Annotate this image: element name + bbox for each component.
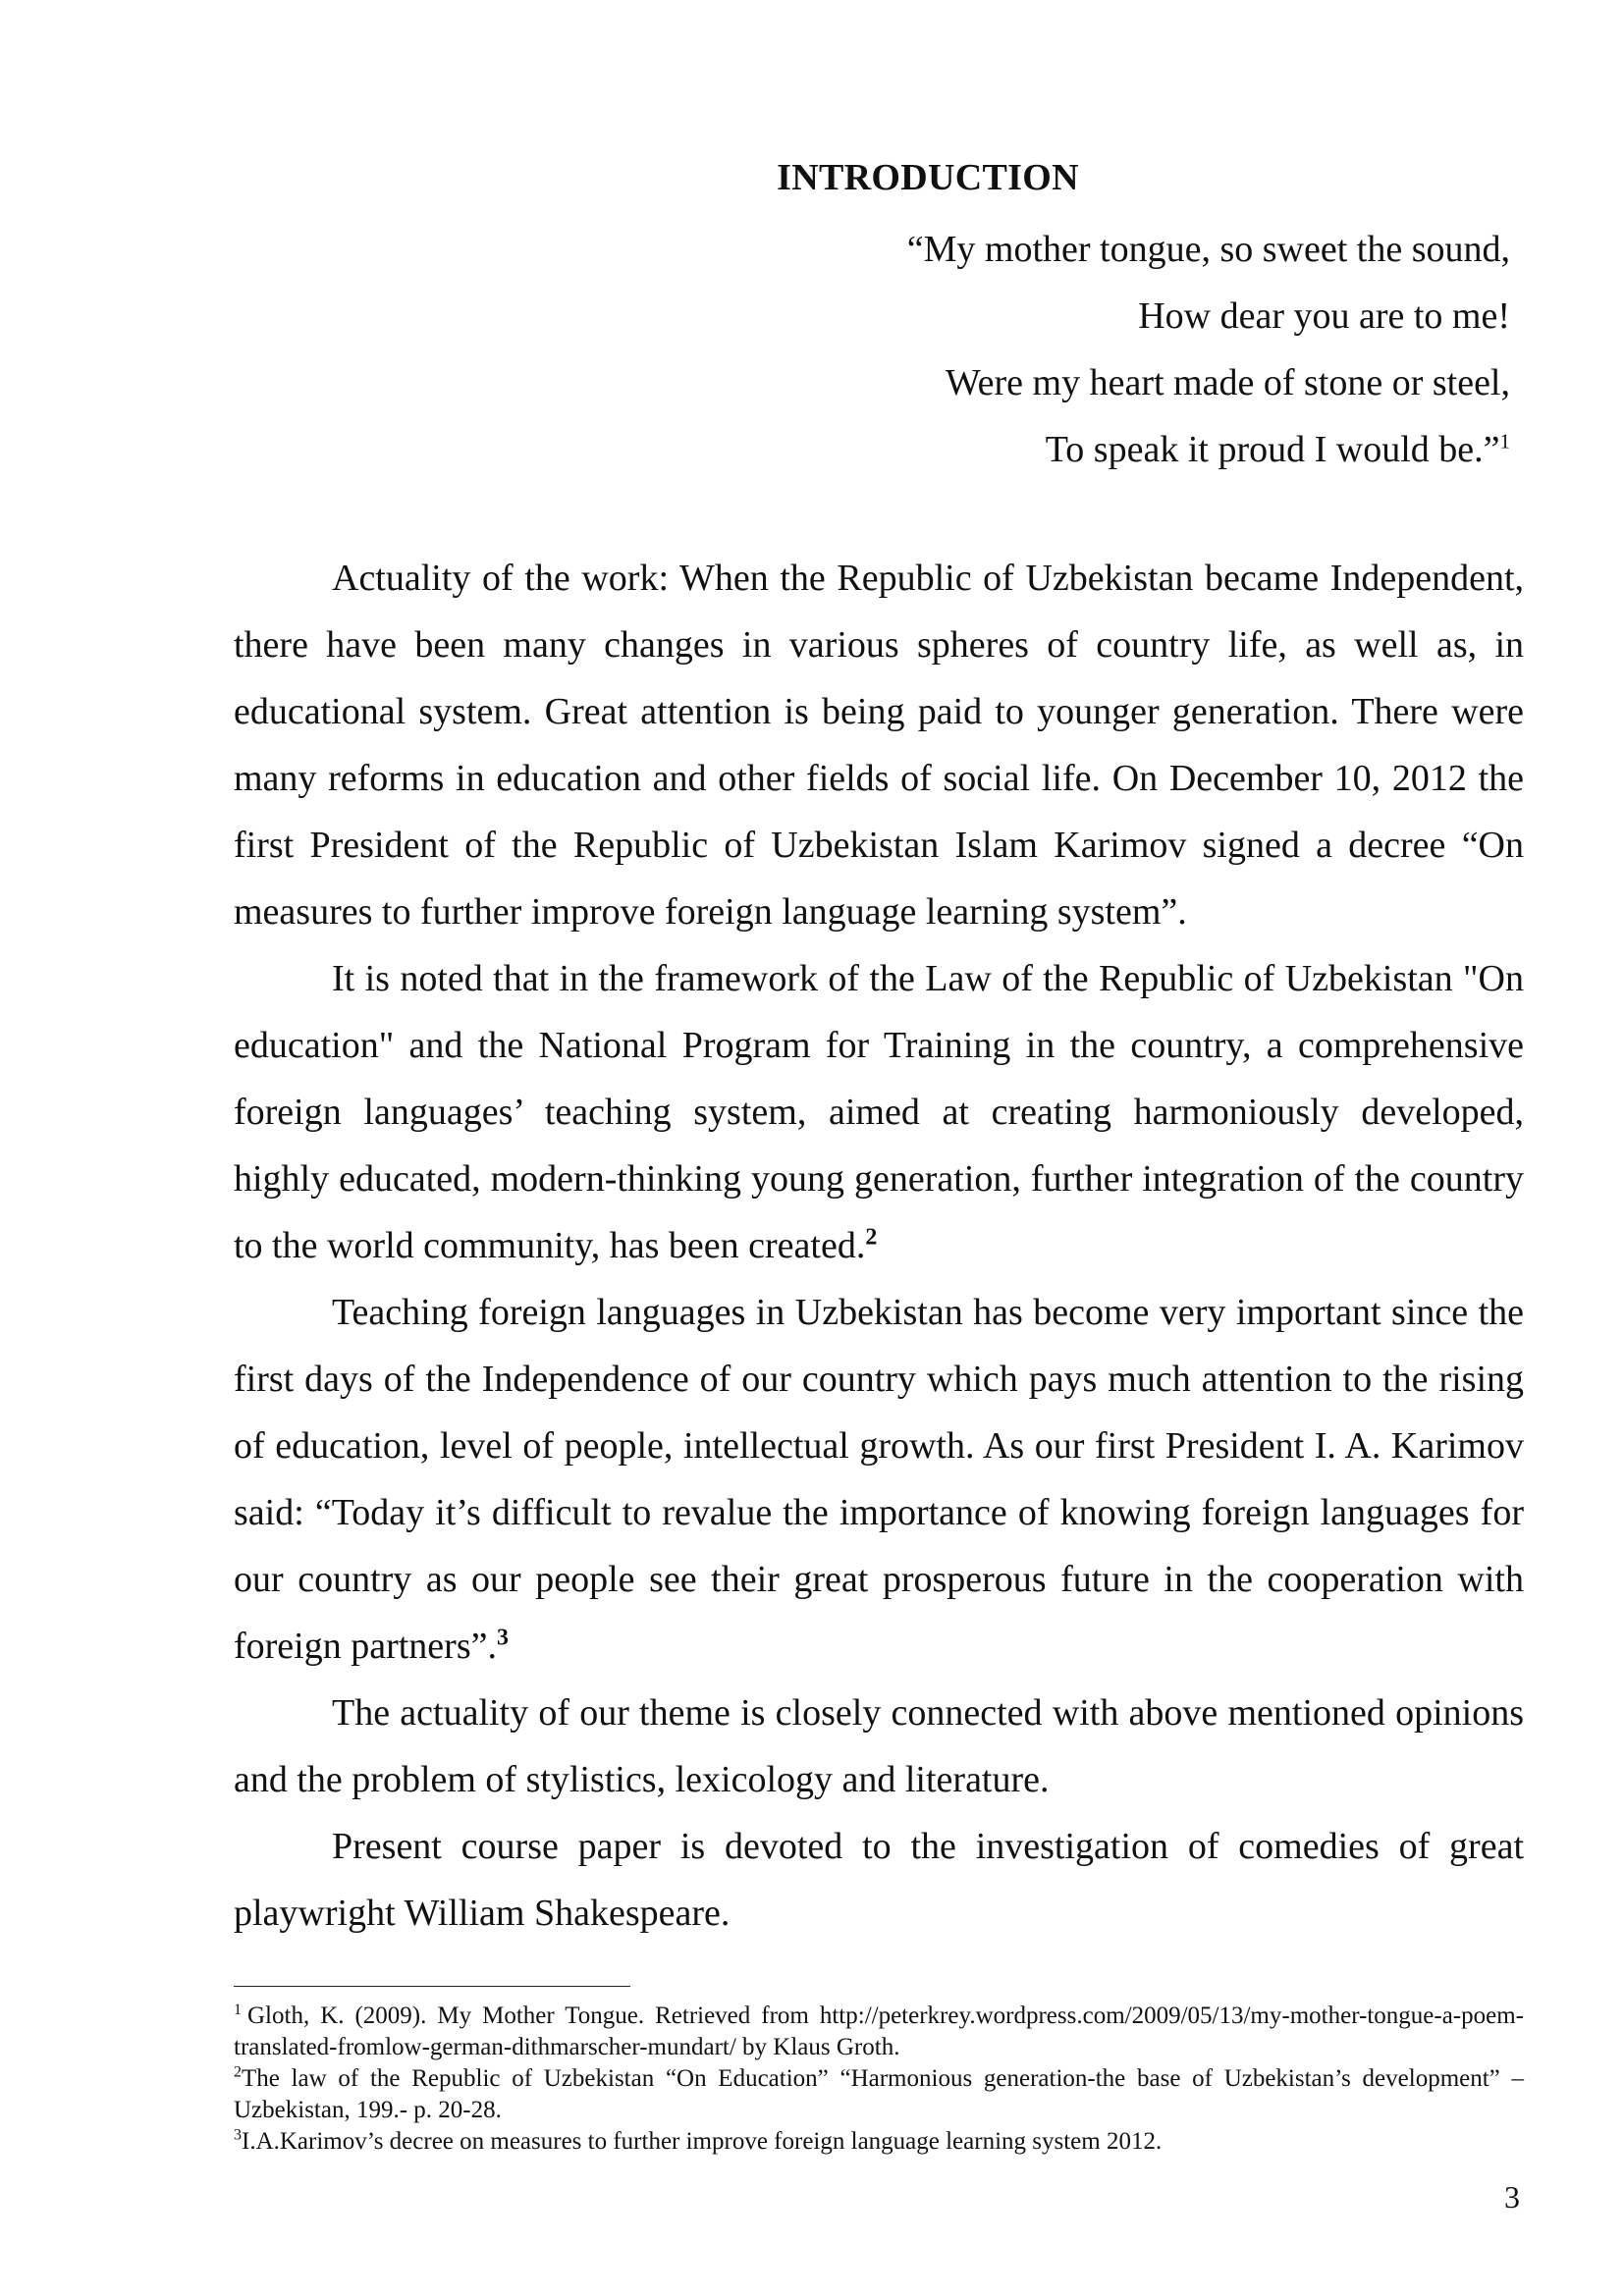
paragraph-teaching-text: Teaching foreign languages in Uzbekistan has become very important since the first days of the Independence of our country which pays much attention to the rising of education, level of people, intellectual growth. As our first President I. A. Karimov said: “Today it’s difficult to revalue the importance of knowing foreign languages for our country as our people see their great prosperous future in the cooperation with foreign partners”. xyxy=(234,1292,1524,1667)
paragraph-course-paper: Present course paper is devoted to the investigation of comedies of great playwright William Shakespeare. xyxy=(234,1826,1524,1934)
section-title: INTRODUCTION xyxy=(777,157,1079,198)
footnote-2 xyxy=(234,2063,1524,2126)
footnote-text-2: The law of the Republic of Uzbekistan “On Education” “Harmonious generation-the base of Uzbekistan’s development” – Uzbekistan, 199.- p. 20-28. xyxy=(234,2065,1524,2123)
footnote-number-1: 1 xyxy=(234,2001,242,2018)
footnote-text-1: Gloth, K. (2009). My Mother Tongue. Retrieved from http://peterkrey.wordpress.com/2009/05/13/my-mother-tongue-a-poem-translated-fromlow-german-dithmarscher-mundart/ by Klaus Groth. xyxy=(234,2002,1524,2060)
poem-line-4-text: To speak it proud I would be.” xyxy=(1045,429,1500,470)
poem-line-2: How dear you are to me! xyxy=(1138,295,1510,337)
footnote-3 xyxy=(234,2126,1524,2158)
paragraph-law xyxy=(234,945,1524,1279)
page-number: 3 xyxy=(1504,2179,1520,2215)
paragraph-theme: The actuality of our theme is closely connected with above mentioned opinions and the problem of stylistics, lexicology and literature. xyxy=(234,1692,1524,1800)
footnote-text-3: I.A.Karimov’s decree on measures to further improve foreign language learning system 2012. xyxy=(242,2128,1163,2155)
footnote-number-3: 3 xyxy=(234,2126,242,2144)
paragraph-law-text: It is noted that in the framework of the Law of the Republic of Uzbekistan "On education" and the National Program for Training in the country, a comprehensive foreign languages’ teaching system, aimed at creating harmoniously developed, highly educated, modern-thinking young generation, further integration of the country to the world community, has been created. xyxy=(234,958,1524,1266)
poem-line-3: Were my heart made of stone or steel, xyxy=(945,362,1510,403)
footnote-separator xyxy=(234,1986,630,1987)
poem-line-1: “My mother tongue, so sweet the sound, xyxy=(906,229,1510,270)
paragraph-actuality: Actuality of the work: When the Republic of Uzbekistan became Independent, there have been many changes in various spheres of country life, as well as, in educational system. Great attention is being paid to younger generation. There were many reforms in education and other fields of social life. On December 10, 2012 the first President of the Republic of Uzbekistan Islam Karimov signed a decree “On measures to further improve foreign language learning system”. xyxy=(234,558,1524,933)
poem-line-4 xyxy=(626,416,1510,483)
footnote-ref-2[interactable]: 2 xyxy=(865,1224,878,1251)
footnote-ref-3[interactable]: 3 xyxy=(497,1625,509,1651)
epigraph-poem xyxy=(626,216,1510,483)
footnote-ref-1[interactable]: 1 xyxy=(1499,429,1510,454)
footnote-number-2: 2 xyxy=(234,2063,242,2081)
footnote-1 xyxy=(234,2001,1524,2063)
body-text xyxy=(234,545,1524,1947)
paragraph-teaching xyxy=(234,1279,1524,1680)
footnotes xyxy=(234,2001,1524,2158)
